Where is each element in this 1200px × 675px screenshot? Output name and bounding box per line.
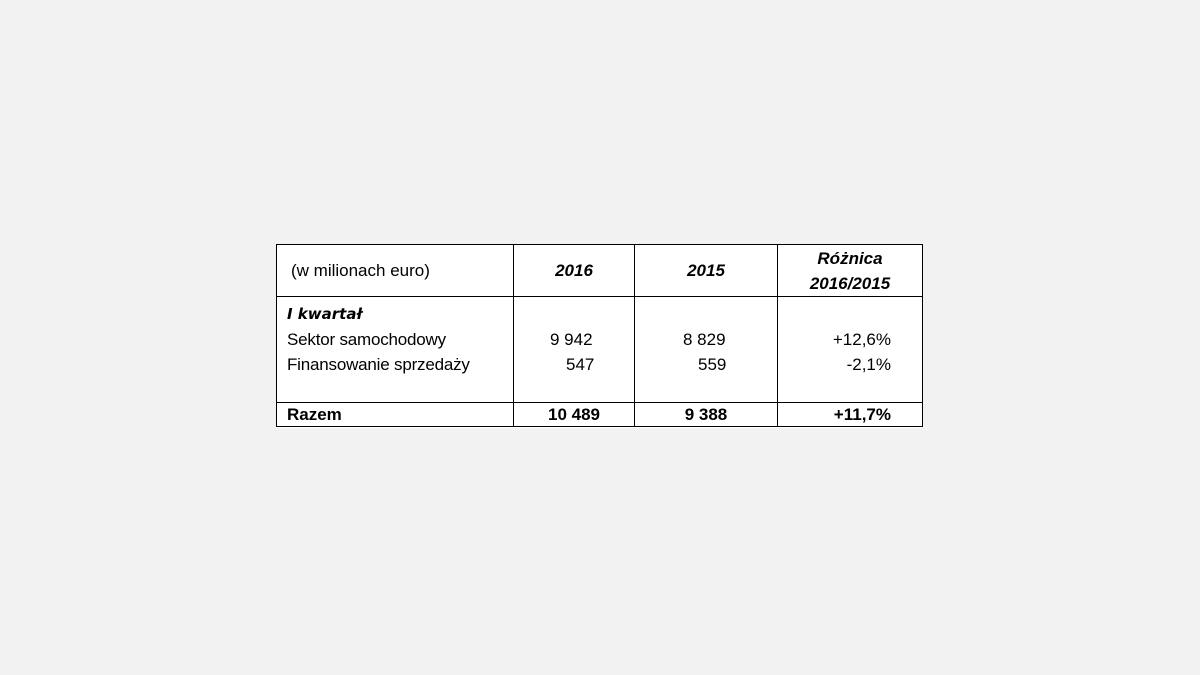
header-2016: 2016 [514,245,635,297]
values-2015-cell [635,297,778,403]
table-body-row [277,297,923,403]
value-sales-financing-2015: 559 [698,355,727,374]
financial-table-panel [276,244,922,428]
value-sales-financing-2016: 547 [566,355,595,374]
table-total-row [277,403,923,427]
diff-sales-financing: -2,1% [846,355,891,374]
value-automotive-2015: 8 829 [683,330,726,349]
table-header-row [277,245,923,297]
total-2016: 10 489 [514,403,635,427]
total-2015: 9 388 [635,403,778,427]
header-difference-line2: 2016/2015 [809,273,891,293]
unit-label: (w milionach euro) [277,245,514,297]
row-label-automotive: Sektor samochodowy [287,330,446,349]
values-2016-cell [514,297,635,403]
value-automotive-2016: 9 942 [550,330,593,349]
header-2015: 2015 [635,245,778,297]
section-label: I kwartał [287,305,363,323]
labels-cell [277,297,514,403]
total-difference: +11,7% [778,403,923,427]
diff-automotive: +12,6% [832,330,891,349]
row-label-sales-financing: Finansowanie sprzedaży [287,355,470,374]
header-difference-line1: Różnica [817,248,883,268]
header-difference [778,245,923,297]
financial-table [276,244,923,427]
total-label: Razem [277,403,514,427]
values-difference-cell [778,297,923,403]
